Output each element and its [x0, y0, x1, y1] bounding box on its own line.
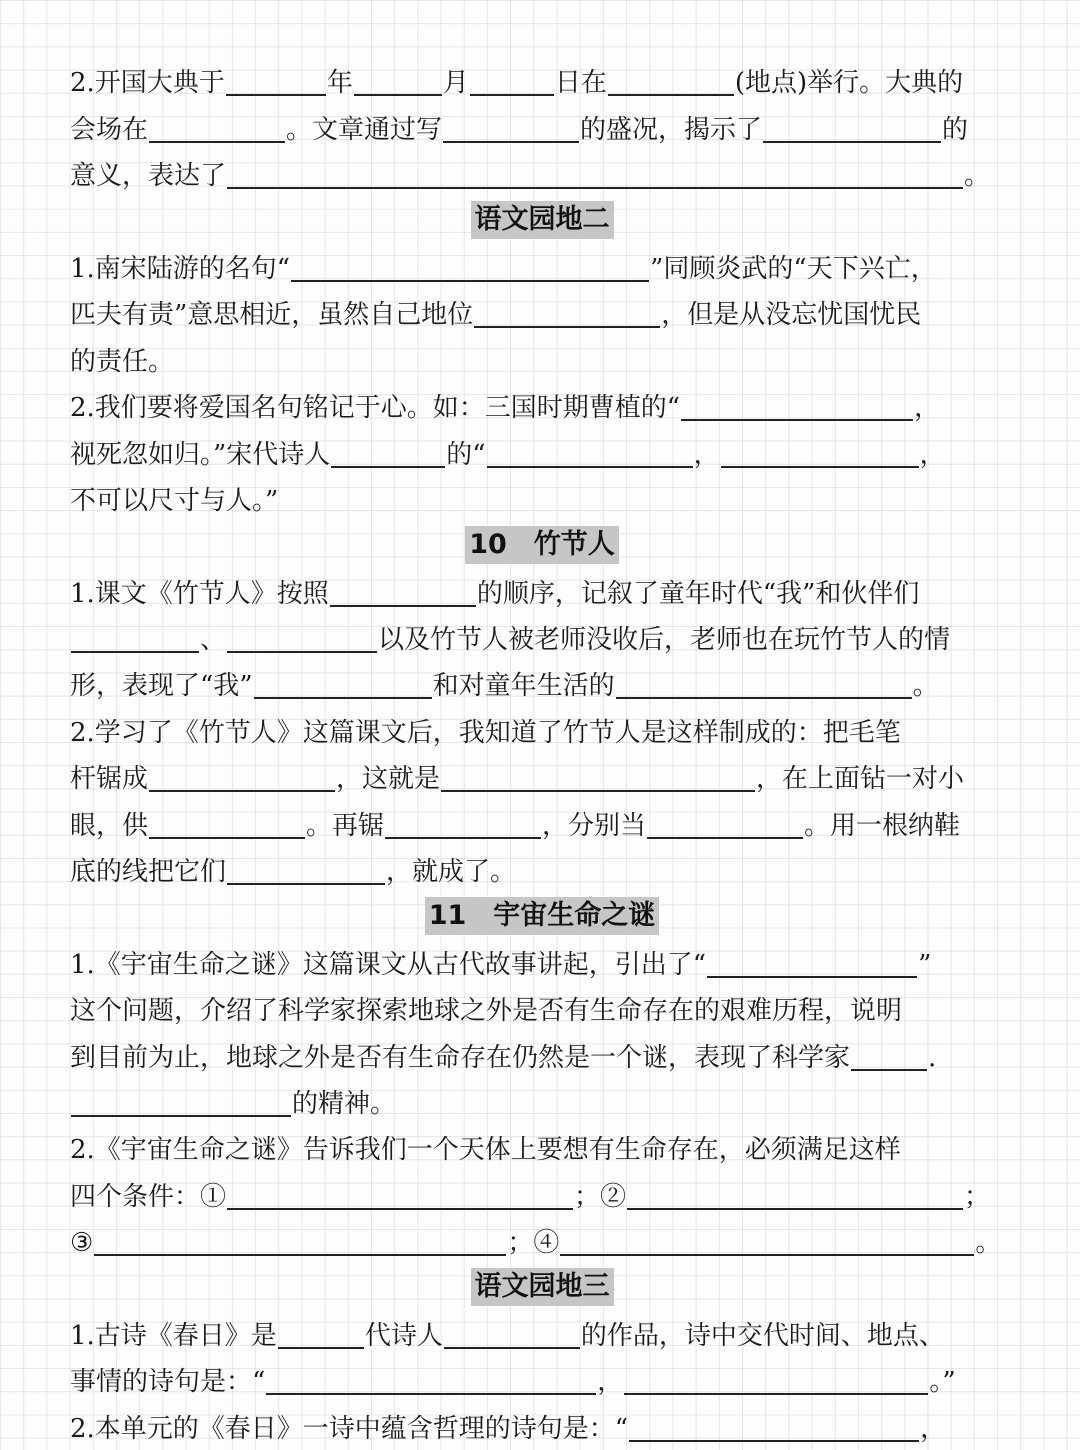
answer-blank[interactable] [71, 627, 199, 653]
text-line [70, 1403, 1014, 1449]
section-heading-row [70, 893, 1014, 939]
text-line [70, 290, 1014, 336]
answer-blank[interactable] [226, 70, 326, 96]
section-title: 语文园地二 [471, 201, 614, 239]
line-text: 。 [975, 1228, 1002, 1259]
text-line [70, 1357, 1014, 1403]
text-line [70, 847, 1014, 893]
section-heading-row [70, 1264, 1014, 1310]
text-line [70, 429, 1014, 475]
text-line [70, 244, 1014, 290]
line-text: 不可以尺寸与人。” [70, 485, 279, 516]
text-line [70, 1218, 1014, 1264]
line-text: 杆锯成 [70, 764, 149, 795]
line-text: 2.开国大典于 [70, 68, 225, 99]
line-text: 月 [442, 68, 469, 99]
line-text: ， [920, 1413, 947, 1444]
line-text: 的责任。 [70, 346, 175, 377]
line-text: ， [914, 393, 941, 424]
text-line [70, 800, 1014, 846]
line-text: 的盛况，揭示了 [580, 114, 763, 145]
text-line [70, 661, 1014, 707]
section-heading-row [70, 522, 1014, 568]
answer-blank[interactable] [227, 163, 963, 189]
line-text: ，但是从没忘忧国忧民 [661, 300, 922, 331]
answer-blank[interactable] [681, 395, 913, 421]
answer-blank[interactable] [721, 442, 919, 468]
line-text: 这个问题，介绍了科学家探索地球之外是否有生命存在的艰难历程，说明 [70, 996, 903, 1027]
line-text: ” [918, 949, 932, 980]
line-text: 的 [942, 114, 969, 145]
line-text: 、 [200, 625, 227, 656]
line-text: 2.我们要将爱国名句铭记于心。如：三国时期曹植的“ [70, 393, 681, 424]
answer-blank[interactable] [443, 117, 579, 143]
line-text: 的顺序，记叙了童年时代“我”和伙伴们 [476, 578, 920, 609]
answer-blank[interactable] [487, 442, 693, 468]
line-text: 匹夫有责”意思相近，虽然自己地位 [70, 300, 474, 331]
answer-blank[interactable] [266, 1369, 596, 1395]
line-text: ③ [70, 1228, 94, 1259]
answer-blank[interactable] [291, 256, 649, 282]
section-title: 语文园地三 [471, 1268, 614, 1306]
line-text: (地点)举行。大典的 [734, 68, 964, 99]
answer-blank[interactable] [149, 766, 335, 792]
line-text: 1.课文《竹节人》按照 [70, 578, 329, 609]
line-text: 四个条件：① [70, 1181, 227, 1212]
line-text: . [928, 1042, 937, 1073]
answer-blank[interactable] [149, 813, 305, 839]
line-text: ，就成了。 [386, 857, 517, 888]
text-line [70, 707, 1014, 753]
answer-blank[interactable] [94, 1230, 506, 1256]
answer-blank[interactable] [227, 627, 377, 653]
section-heading-row [70, 197, 1014, 243]
line-text: 代诗人 [364, 1320, 443, 1351]
text-line [70, 476, 1014, 522]
answer-blank[interactable] [763, 117, 941, 143]
text-line [70, 1125, 1014, 1171]
answer-blank[interactable] [278, 1323, 364, 1349]
text-line [70, 1171, 1014, 1217]
answer-blank[interactable] [149, 117, 285, 143]
text-line [70, 336, 1014, 382]
section-title: 11 宇宙生命之谜 [425, 897, 660, 935]
answer-blank[interactable] [851, 1045, 927, 1071]
line-text: 以及竹节人被老师没收后，老师也在玩竹节人的情 [378, 625, 951, 656]
answer-blank[interactable] [560, 1230, 974, 1256]
line-text: 日在 [554, 68, 607, 99]
text-line [70, 939, 1014, 985]
answer-blank[interactable] [627, 1184, 963, 1210]
text-line [70, 104, 1014, 150]
line-text: 。 [964, 161, 991, 192]
line-text: ”同顾炎武的“天下兴亡， [650, 253, 937, 284]
line-text: 。再锯 [306, 810, 385, 841]
line-text: ，在上面钻一对小 [756, 764, 965, 795]
answer-blank[interactable] [470, 70, 554, 96]
line-text: 到目前为止，地球之外是否有生命存在仍然是一个谜，表现了科学家 [70, 1042, 851, 1073]
line-text: ，分别当 [542, 810, 647, 841]
answer-blank[interactable] [254, 673, 432, 699]
answer-blank[interactable] [616, 673, 912, 699]
text-line [70, 754, 1014, 800]
answer-blank[interactable] [331, 442, 445, 468]
line-text: 的“ [446, 439, 486, 470]
line-text: 1.《宇宙生命之谜》这篇课文从古代故事讲起，引出了“ [70, 949, 707, 980]
text-line [70, 1079, 1014, 1125]
line-text: 形，表现了“我” [70, 671, 253, 702]
text-line [70, 986, 1014, 1032]
text-line [70, 615, 1014, 661]
text-line [70, 58, 1014, 104]
answer-blank[interactable] [385, 813, 541, 839]
line-text: ， [693, 439, 720, 470]
line-text: 视死忽如归。”宋代诗人 [70, 439, 331, 470]
line-text: ， [919, 439, 946, 470]
line-text: ，这就是 [336, 764, 441, 795]
text-line [70, 1032, 1014, 1078]
line-text: 会场在 [70, 114, 149, 145]
answer-blank[interactable] [71, 1091, 291, 1117]
answer-blank[interactable] [647, 813, 803, 839]
text-line [70, 1311, 1014, 1357]
answer-blank[interactable] [227, 859, 385, 885]
line-text: 2.《宇宙生命之谜》告诉我们一个天体上要想有生命存在，必须满足这样 [70, 1135, 901, 1166]
line-text: 。 [912, 671, 939, 702]
line-text: 1.古诗《春日》是 [70, 1320, 277, 1351]
line-text: 眼，供 [70, 810, 149, 841]
line-text: 的精神。 [292, 1088, 397, 1119]
text-line [70, 151, 1014, 197]
line-text: 1.南宋陆游的名句“ [70, 253, 291, 284]
answer-blank[interactable] [444, 1323, 580, 1349]
line-text: 的作品，诗中交代时间、地点、 [580, 1320, 945, 1351]
line-text: ；② [574, 1181, 627, 1212]
answer-blank[interactable] [354, 70, 442, 96]
answer-blank[interactable] [330, 581, 476, 607]
answer-blank[interactable] [629, 1416, 919, 1442]
line-text: 底的线把它们 [70, 857, 227, 888]
section-title: 10 竹节人 [465, 526, 619, 564]
answer-blank[interactable] [707, 952, 917, 978]
line-text: 事情的诗句是：“ [70, 1367, 266, 1398]
answer-blank[interactable] [624, 1369, 928, 1395]
line-text: 和对童年生活的 [432, 671, 615, 702]
line-text: ； [964, 1181, 991, 1212]
line-text: ；④ [507, 1228, 560, 1259]
line-text: 。文章通过写 [286, 114, 443, 145]
text-line [70, 568, 1014, 614]
line-text: 年 [326, 68, 353, 99]
line-text: 2.学习了《竹节人》这篇课文后，我知道了竹节人是这样制成的：把毛笔 [70, 717, 901, 748]
line-text: ， [597, 1367, 624, 1398]
answer-blank[interactable] [227, 1184, 573, 1210]
answer-blank[interactable] [608, 70, 734, 96]
line-text: 2.本单元的《春日》一诗中蕴含哲理的诗句是：“ [70, 1413, 629, 1444]
line-text: 意义，表达了 [70, 161, 227, 192]
line-text: 。” [929, 1367, 956, 1398]
line-text: 。用一根纳鞋 [804, 810, 961, 841]
answer-blank[interactable] [474, 302, 660, 328]
text-line [70, 383, 1014, 429]
answer-blank[interactable] [441, 766, 755, 792]
